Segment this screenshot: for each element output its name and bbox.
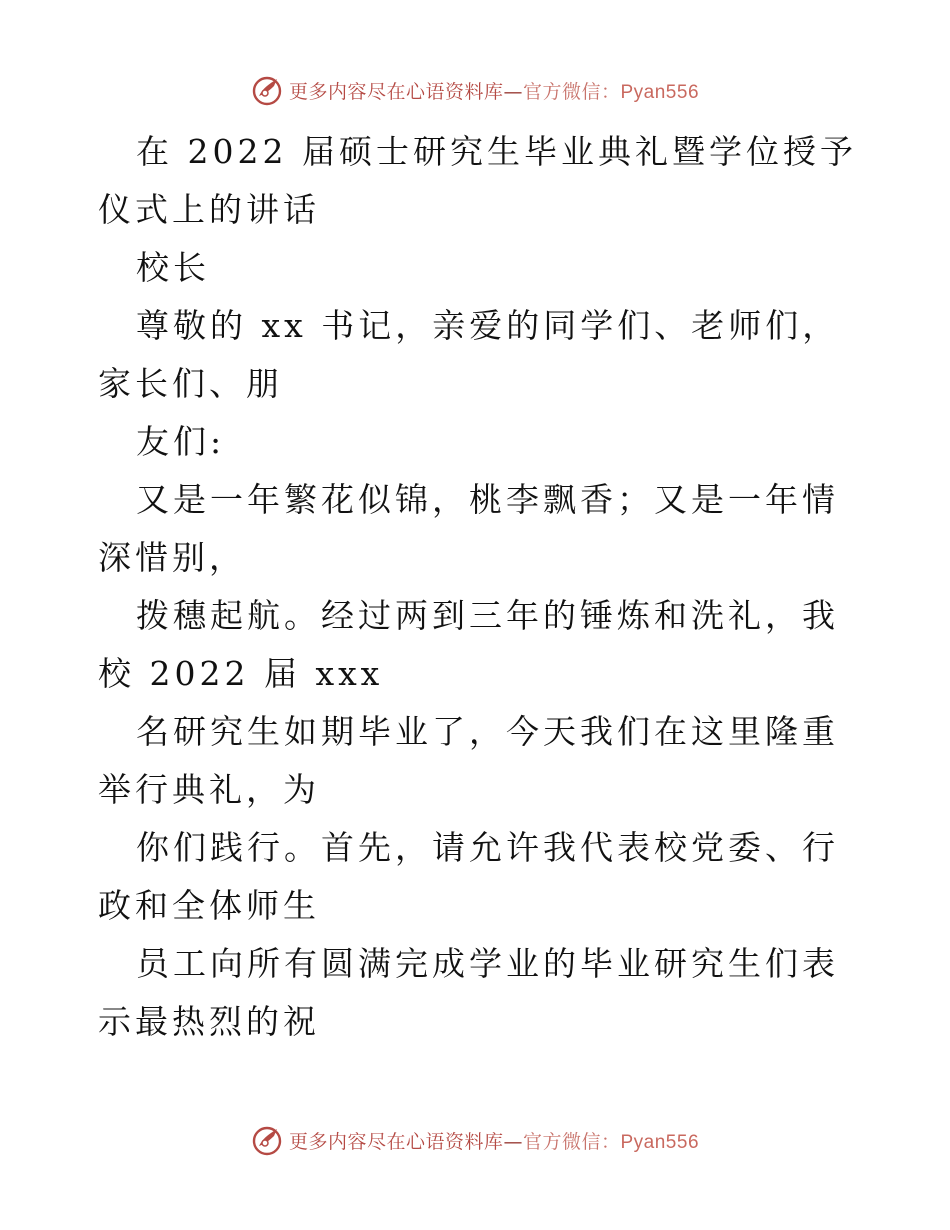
doc-paragraph: 又是一年繁花似锦，桃李飘香；又是一年情深惜别， <box>98 480 839 577</box>
header-banner-wechat: 官方微信： <box>522 80 621 103</box>
doc-paragraph: 友们: <box>136 422 226 461</box>
header-banner-id: Pyan556 <box>620 81 700 103</box>
footer-banner-sep: — <box>503 1130 523 1153</box>
header-banner <box>0 72 950 108</box>
header-banner-main: 更多内容尽在心语资料库 <box>288 80 504 103</box>
header-banner-text <box>289 77 699 104</box>
doc-paragraph: 名研究生如期毕业了，今天我们在这里隆重举行典礼，为 <box>98 712 839 809</box>
doc-paragraph-title: 在 2022 届硕士研究生毕业典礼暨学位授予仪式上的讲话 <box>98 132 857 229</box>
footer-banner-wechat: 官方微信： <box>522 1130 621 1153</box>
doc-paragraph: 员工向所有圆满完成学业的毕业研究生们表示最热烈的祝 <box>98 944 839 1041</box>
footer-banner-id: Pyan556 <box>620 1131 700 1153</box>
doc-paragraph: 尊敬的 xx 书记，亲爱的同学们、老师们，家长们、朋 <box>98 306 840 403</box>
footer-banner-main: 更多内容尽在心语资料库 <box>288 1130 504 1153</box>
footer-banner <box>0 1122 950 1158</box>
pen-logo-icon <box>251 1124 283 1156</box>
document-body <box>98 123 858 1051</box>
header-banner-sep: — <box>503 80 523 103</box>
footer-banner-text <box>289 1127 699 1154</box>
doc-paragraph-speaker: 校长 <box>136 248 210 287</box>
doc-paragraph: 你们践行。首先，请允许我代表校党委、行政和全体师生 <box>98 828 839 925</box>
doc-paragraph: 拨穗起航。经过两到三年的锤炼和洗礼，我校 2022 届 xxx <box>98 596 839 693</box>
pen-logo-icon <box>251 74 283 106</box>
